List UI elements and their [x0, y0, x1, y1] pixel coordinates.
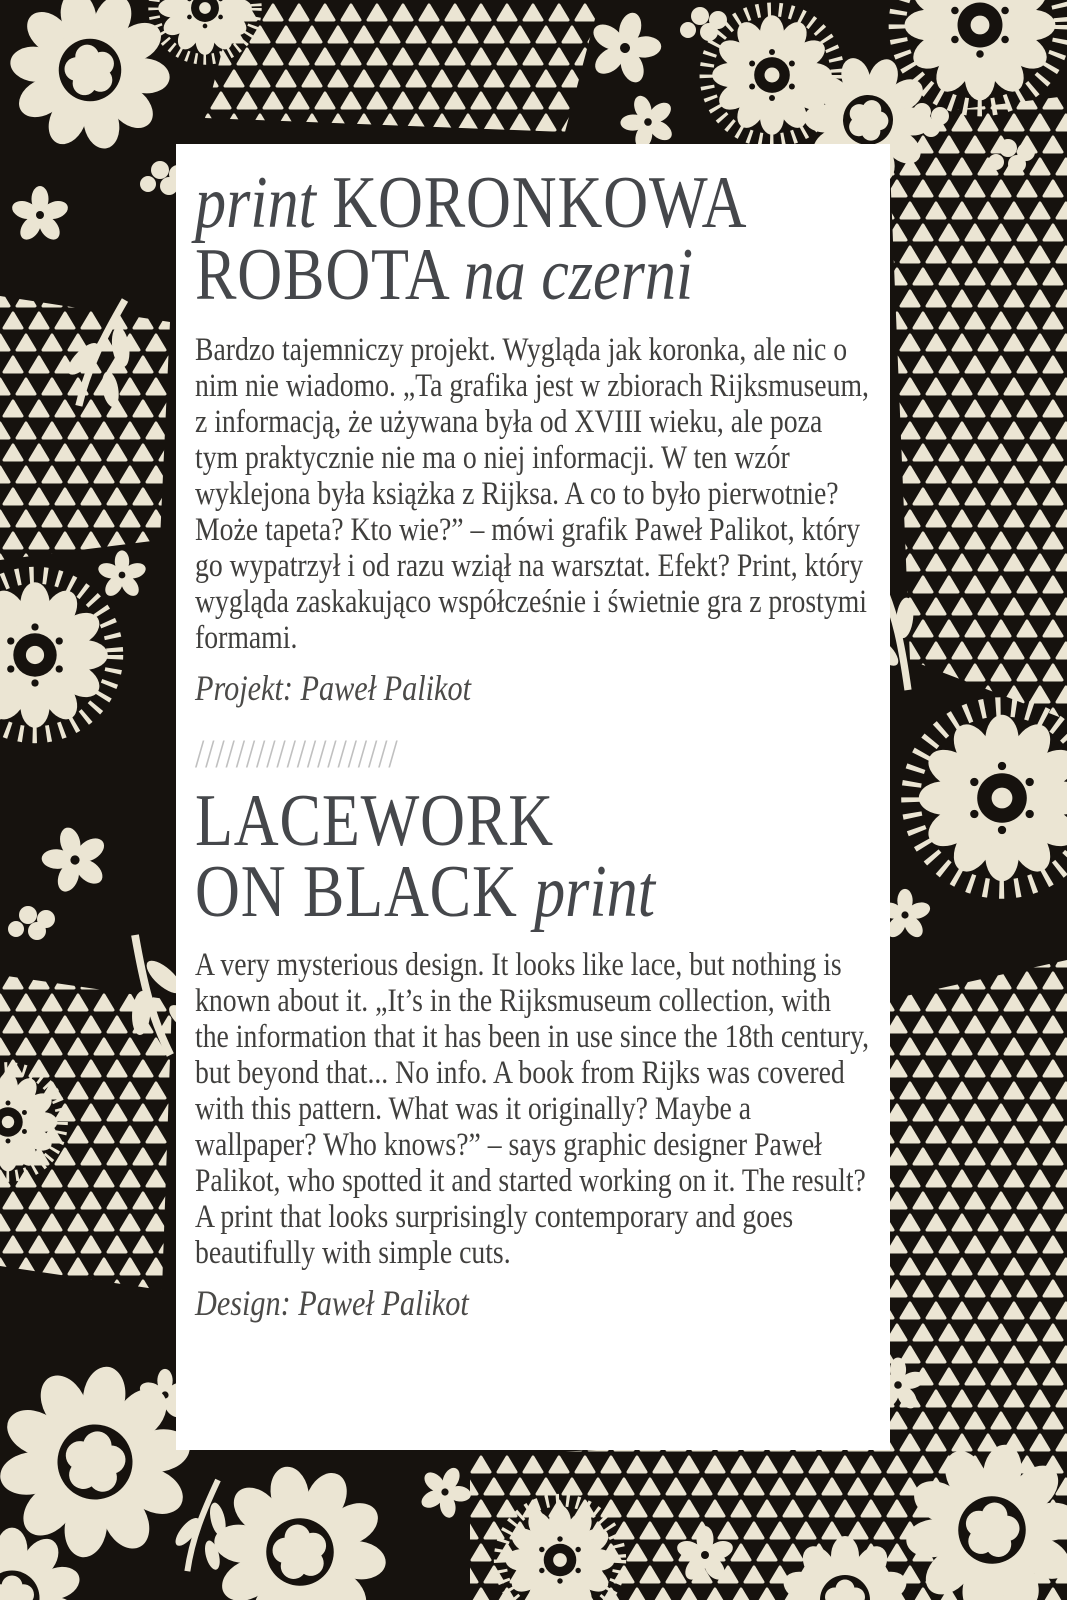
headline-pl-line1-caps: KORONKOWA — [332, 162, 748, 244]
headline-en — [195, 779, 871, 934]
headline-pl-line2-caps: ROBOTA — [195, 233, 448, 316]
headline-pl-lead-italic: print — [195, 162, 316, 244]
slash-divider: //////////////////// — [195, 730, 399, 776]
headline-en-line1-caps: LACEWORK — [195, 779, 554, 862]
headline-pl — [195, 162, 871, 316]
body-text-en: A very mysterious design. It looks like lace, but nothing is known about it. „It’s in the Rijksmuseum collection, with the information that it has been in use since the 18th century, but beyond that... No info. A book from Rijks was covered with this pattern. What was it originally? Maybe a wallpaper? Who knows?” – says graphic designer Paweł Palikot, who spotted it and started working on it. The result? A print that looks surprisingly contemporary and goes beautifully with simple cuts. — [195, 947, 870, 1272]
credit-en: Design: Paweł Palikot — [195, 1283, 469, 1324]
credit-pl: Projekt: Paweł Palikot — [195, 667, 472, 708]
headline-en-line2-caps: ON BLACK — [195, 851, 518, 934]
article-panel — [176, 144, 890, 1450]
headline-pl-tail-italic: na czerni — [463, 233, 694, 316]
body-text-pl: Bardzo tajemniczy projekt. Wygląda jak koronka, ale nic o nim nie wiadomo. „Ta grafika jest w zbiorach Rijksmuseum, z informacją, że używana była od XVIII wieku, ale poza tym praktycznie nie ma o niej informacji. W ten wzór wyklejona była książka z Rijksa. A co to było pierwotnie? Może tapeta? Kto wie?” – mówi grafik Paweł Palikot, który go wypatrzył i od razu wziął na warsztat. Efekt? Print, który wygląda zaskakująco współcześnie i świetnie gra z prostymi formami. — [195, 331, 869, 656]
headline-en-tail-italic: print — [534, 851, 655, 934]
